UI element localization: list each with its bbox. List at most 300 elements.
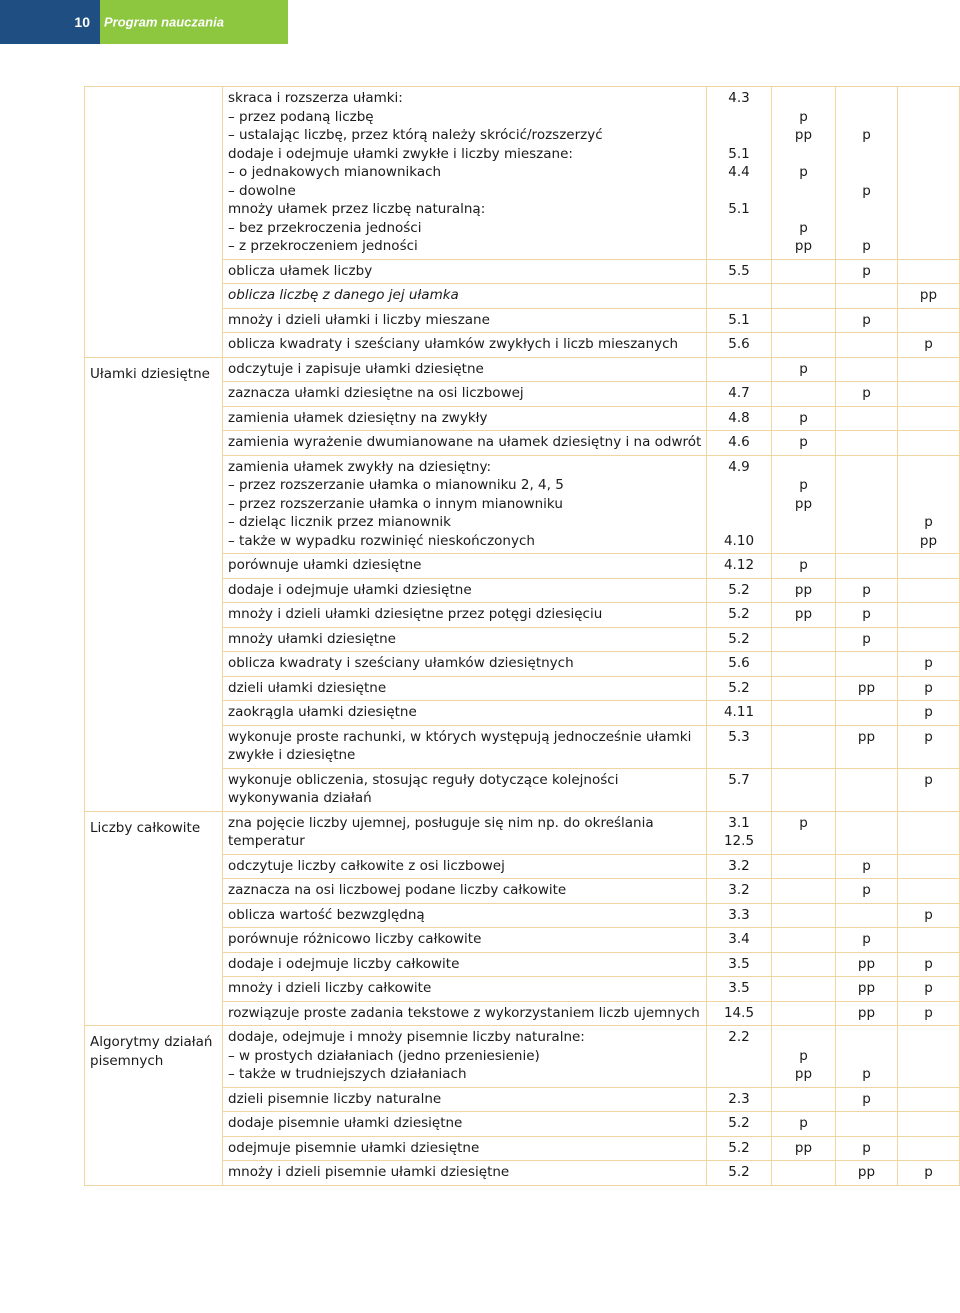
level-1-cell: [772, 87, 836, 260]
level-1-cell: [772, 382, 836, 407]
requirement-cell-line: zna pojęcie liczby ujemnej, posługuje się nim np. do określania temperatur: [228, 814, 654, 849]
level-1-cell: [772, 406, 836, 431]
curriculum-ref-cell: [707, 1161, 772, 1186]
requirement-cell-line: oblicza wartość bezwzględną: [228, 906, 425, 923]
level-1-cell: [772, 977, 836, 1002]
level-3-cell-line: p: [924, 728, 933, 745]
requirement-cell: [223, 1161, 707, 1186]
curriculum-ref-cell: [707, 676, 772, 701]
curriculum-ref-cell-line: [709, 1047, 769, 1066]
curriculum-ref-cell-line: 3.1: [728, 814, 750, 831]
level-1-cell: [772, 903, 836, 928]
requirement-cell: [223, 903, 707, 928]
level-3-cell: [898, 854, 960, 879]
table-row: [85, 357, 960, 382]
level-2-cell: [836, 1087, 898, 1112]
level-1-cell: [772, 879, 836, 904]
curriculum-ref-cell-line: 14.5: [723, 1004, 755, 1021]
level-2-cell-line: pp: [857, 980, 876, 996]
level-2-cell-line: p: [862, 238, 871, 254]
requirement-cell-line: – przez rozszerzanie ułamka o mianowniku 2, 4, 5: [228, 477, 564, 493]
level-2-cell: [836, 768, 898, 811]
level-2-cell: [836, 333, 898, 358]
level-3-cell: [898, 382, 960, 407]
requirement-cell-line: odczytuje i zapisuje ułamki dziesiętne: [228, 360, 484, 377]
requirement-cell-line: odejmuje pisemnie ułamki dziesiętne: [228, 1139, 480, 1156]
level-3-cell-line: [900, 605, 957, 624]
curriculum-ref-cell: [707, 952, 772, 977]
level-3-cell: [898, 1087, 960, 1112]
requirement-cell-line: – bez przekroczenia jedności: [228, 219, 422, 236]
curriculum-ref-cell: [707, 603, 772, 628]
requirement-cell-line: mnoży i dzieli ułamki i liczby mieszane: [228, 311, 490, 328]
requirement-cell-line: oblicza kwadraty i sześciany ułamków dziesiętnych: [228, 655, 574, 671]
level-2-cell-line: p: [862, 1090, 871, 1107]
table-row: [85, 1026, 960, 1088]
level-1-cell-line: p: [799, 434, 808, 450]
level-3-cell-line: [900, 881, 957, 900]
level-3-cell: [898, 87, 960, 260]
level-2-cell: [836, 1136, 898, 1161]
level-1-cell-line: [774, 200, 833, 219]
curriculum-ref-cell-line: 3.3: [728, 906, 750, 923]
curriculum-ref-cell-line: 5.3: [728, 728, 750, 745]
level-2-cell: [836, 627, 898, 652]
level-1-cell-line: pp: [794, 1139, 813, 1156]
requirement-cell-line: skraca i rozszerza ułamki:: [228, 90, 403, 106]
level-3-cell: [898, 284, 960, 309]
requirement-cell: [223, 259, 707, 284]
level-2-cell-line: p: [862, 1066, 871, 1082]
requirement-cell: [223, 455, 707, 554]
level-3-cell-line: pp: [919, 532, 938, 549]
requirement-cell: [223, 87, 707, 260]
level-3-cell-line: p: [924, 771, 933, 788]
level-1-cell-line: [774, 145, 833, 164]
topic-cell: [85, 87, 223, 358]
requirement-cell: [223, 406, 707, 431]
level-1-cell-line: [774, 532, 833, 551]
curriculum-ref-cell-line: 5.2: [728, 630, 750, 647]
requirement-cell-line: rozwiązuje proste zadania tekstowe z wykorzystaniem liczb ujemnych: [228, 1004, 700, 1021]
requirement-cell-line: dodaje pisemnie ułamki dziesiętne: [228, 1115, 463, 1131]
curriculum-ref-cell-line: [709, 237, 769, 256]
curriculum-ref-cell: [707, 382, 772, 407]
requirement-cell: [223, 1112, 707, 1137]
curriculum-ref-cell-line: 4.9: [728, 458, 750, 475]
level-2-cell-line: p: [862, 385, 871, 401]
level-3-cell: [898, 627, 960, 652]
requirement-cell-line: dodaje i odejmuje ułamki dziesiętne: [228, 581, 472, 598]
level-2-cell-line: [838, 556, 895, 575]
curriculum-ref-cell: [707, 431, 772, 456]
level-1-cell: [772, 627, 836, 652]
level-1-cell-line: [774, 458, 833, 477]
level-2-cell-line: [838, 1047, 895, 1066]
requirement-cell-line: – w prostych działaniach (jedno przeniesienie): [228, 1047, 540, 1064]
level-2-cell-line: [838, 458, 895, 477]
level-2-cell: [836, 652, 898, 677]
level-2-cell: [836, 87, 898, 260]
curriculum-ref-cell: [707, 928, 772, 953]
curriculum-ref-cell-line: 3.5: [728, 955, 750, 972]
level-2-cell-line: [838, 108, 895, 127]
level-1-cell-line: [774, 1090, 833, 1109]
level-2-cell: [836, 431, 898, 456]
level-2-cell-line: p: [862, 127, 871, 143]
requirement-cell-line: dzieli pisemnie liczby naturalne: [228, 1090, 442, 1107]
requirement-cell-line: – także w trudniejszych działaniach: [228, 1066, 467, 1082]
curriculum-ref-cell: [707, 768, 772, 811]
requirement-cell-line: zaznacza na osi liczbowej podane liczby całkowite: [228, 882, 567, 898]
level-3-cell-line: [900, 495, 957, 514]
level-1-cell-line: [774, 728, 833, 747]
curriculum-ref-cell: [707, 977, 772, 1002]
curriculum-ref-cell: [707, 308, 772, 333]
level-2-cell-line: [838, 1028, 895, 1047]
requirement-cell-line: wykonuje obliczenia, stosując reguły dotyczące kolejności wykonywania działań: [228, 771, 619, 806]
level-1-cell-line: p: [799, 360, 808, 377]
level-1-cell: [772, 431, 836, 456]
level-2-cell-line: p: [862, 581, 871, 598]
level-3-cell-line: [900, 1139, 957, 1158]
level-3-cell: [898, 811, 960, 854]
curriculum-ref-cell: [707, 1026, 772, 1088]
level-3-cell-line: p: [924, 980, 933, 996]
level-1-cell-line: [774, 930, 833, 949]
level-3-cell-line: [900, 581, 957, 600]
level-1-cell-line: [774, 384, 833, 403]
level-2-cell: [836, 1161, 898, 1186]
level-2-cell-line: [838, 703, 895, 722]
requirement-cell: [223, 627, 707, 652]
level-3-cell: [898, 554, 960, 579]
level-2-cell-line: [838, 89, 895, 108]
level-1-cell-line: [774, 654, 833, 673]
level-3-cell-line: p: [924, 655, 933, 671]
level-1-cell-line: pp: [794, 581, 813, 598]
requirement-cell-line: oblicza liczbę z danego jej ułamka: [228, 287, 459, 303]
requirement-cell: [223, 676, 707, 701]
curriculum-ref-cell-line: [709, 126, 769, 145]
level-1-cell: [772, 1112, 836, 1137]
curriculum-ref-cell-line: 5.2: [728, 606, 750, 622]
curriculum-ref-cell: [707, 284, 772, 309]
curriculum-ref-cell-line: 4.10: [723, 532, 755, 549]
curriculum-ref-cell-line: 5.2: [728, 581, 750, 598]
level-3-cell: [898, 357, 960, 382]
level-3-cell-line: [900, 476, 957, 495]
level-3-cell: [898, 1026, 960, 1088]
curriculum-ref-cell-line: 4.4: [728, 164, 750, 180]
level-1-cell: [772, 1161, 836, 1186]
level-1-cell: [772, 308, 836, 333]
curriculum-ref-cell-line: [709, 360, 769, 379]
section-title: Program nauczania: [104, 14, 224, 30]
level-2-cell-line: [838, 771, 895, 790]
level-1-cell-line: [774, 1028, 833, 1047]
level-3-cell: [898, 701, 960, 726]
level-1-cell-line: [774, 979, 833, 998]
level-1-cell-line: p: [799, 814, 808, 831]
level-1-cell: [772, 676, 836, 701]
level-3-cell-line: [900, 930, 957, 949]
level-3-cell-line: [900, 630, 957, 649]
level-1-cell: [772, 284, 836, 309]
level-1-cell-line: p: [799, 108, 808, 125]
requirement-cell: [223, 333, 707, 358]
curriculum-ref-cell: [707, 578, 772, 603]
level-3-cell: [898, 903, 960, 928]
level-3-cell: [898, 676, 960, 701]
requirement-cell-line: mnoży ułamek przez liczbę naturalną:: [228, 201, 486, 217]
level-1-cell-line: [774, 335, 833, 354]
level-3-cell-line: p: [924, 1004, 933, 1021]
level-2-cell: [836, 554, 898, 579]
curriculum-ref-cell-line: 5.2: [728, 1115, 750, 1131]
requirement-cell: [223, 928, 707, 953]
requirement-cell: [223, 811, 707, 854]
curriculum-ref-cell: [707, 1001, 772, 1026]
level-2-cell: [836, 725, 898, 768]
level-2-cell-line: [838, 335, 895, 354]
level-2-cell-line: [838, 409, 895, 428]
requirement-cell-line: dzieli ułamki dziesiętne: [228, 679, 387, 696]
curriculum-ref-cell-line: [709, 495, 769, 514]
level-1-cell-line: [774, 771, 833, 790]
topic-cell: Ułamki dziesiętne: [85, 357, 223, 811]
level-1-cell-line: [774, 89, 833, 108]
level-2-cell-line: pp: [857, 1164, 876, 1180]
requirement-cell: [223, 1136, 707, 1161]
level-3-cell: [898, 1136, 960, 1161]
level-3-cell: [898, 259, 960, 284]
level-3-cell: [898, 952, 960, 977]
topic-cell: Algorytmy działań pisemnych: [85, 1026, 223, 1186]
requirement-cell: [223, 952, 707, 977]
level-2-cell: [836, 701, 898, 726]
requirement-cell-line: – także w wypadku rozwinięć nieskończonych: [228, 532, 535, 549]
curriculum-ref-cell-line: 4.3: [728, 90, 750, 106]
curriculum-ref-cell-line: 3.5: [728, 980, 750, 996]
level-2-cell: [836, 977, 898, 1002]
level-1-cell-line: p: [799, 477, 808, 493]
level-1-cell-line: pp: [794, 1066, 813, 1082]
level-1-cell: [772, 357, 836, 382]
requirement-cell-line: mnoży i dzieli liczby całkowite: [228, 980, 432, 996]
curriculum-ref-cell-line: 5.2: [728, 679, 750, 696]
level-2-cell-line: [838, 286, 895, 305]
level-1-cell-line: [774, 182, 833, 201]
requirement-cell: [223, 431, 707, 456]
level-3-cell: [898, 652, 960, 677]
requirement-cell-line: – ustalając liczbę, przez którą należy skrócić/rozszerzyć: [228, 127, 603, 143]
curriculum-ref-cell-line: 5.2: [728, 1164, 750, 1180]
level-2-cell-line: [838, 814, 895, 833]
curriculum-ref-cell: [707, 554, 772, 579]
level-2-cell: [836, 1026, 898, 1088]
requirement-cell-line: dodaje i odejmuje ułamki zwykłe i liczby mieszane:: [228, 145, 573, 162]
level-1-cell-line: pp: [794, 238, 813, 254]
level-3-cell: [898, 725, 960, 768]
level-1-cell-line: [774, 881, 833, 900]
level-2-cell: [836, 455, 898, 554]
curriculum-ref-cell-line: [709, 1065, 769, 1084]
level-1-cell-line: p: [799, 409, 808, 426]
level-3-cell-line: [900, 1090, 957, 1109]
curriculum-ref-cell-line: 5.1: [728, 145, 750, 162]
level-2-cell-line: p: [862, 882, 871, 898]
level-3-cell-line: p: [924, 955, 933, 972]
page-number: 10: [74, 14, 90, 30]
level-1-cell-line: [774, 955, 833, 974]
curriculum-ref-cell-line: [709, 476, 769, 495]
level-2-cell-line: pp: [857, 1004, 876, 1021]
level-2-cell: [836, 676, 898, 701]
level-2-cell: [836, 879, 898, 904]
curriculum-ref-cell-line: 3.2: [728, 882, 750, 898]
level-3-cell-line: p: [924, 514, 933, 530]
curriculum-ref-cell: [707, 701, 772, 726]
level-1-cell-line: [774, 906, 833, 925]
curriculum-ref-cell-line: 4.11: [723, 704, 755, 720]
curriculum-ref-cell: [707, 455, 772, 554]
level-2-cell-line: p: [862, 630, 871, 647]
level-3-cell: [898, 977, 960, 1002]
level-2-cell: [836, 1001, 898, 1026]
level-2-cell-line: pp: [857, 728, 876, 745]
level-2-cell-line: p: [862, 857, 871, 874]
level-3-cell: [898, 928, 960, 953]
requirement-cell: [223, 977, 707, 1002]
curriculum-ref-cell: [707, 725, 772, 768]
requirement-cell-line: oblicza ułamek liczby: [228, 262, 373, 279]
page-number-box: [0, 0, 100, 44]
level-3-cell-line: [900, 409, 957, 428]
level-3-cell-line: [900, 262, 957, 281]
level-1-cell: [772, 578, 836, 603]
topic-cell: Liczby całkowite: [85, 811, 223, 1026]
requirement-cell-line: dodaje i odejmuje liczby całkowite: [228, 955, 460, 972]
level-2-cell: [836, 603, 898, 628]
table-row: [85, 87, 960, 260]
level-2-cell-line: [838, 906, 895, 925]
level-1-cell: [772, 928, 836, 953]
requirement-cell: [223, 603, 707, 628]
curriculum-ref-cell: [707, 259, 772, 284]
curriculum-ref-cell: [707, 903, 772, 928]
level-1-cell-line: p: [799, 1047, 808, 1064]
level-2-cell: [836, 928, 898, 953]
curriculum-ref-cell-line: 2.3: [728, 1090, 750, 1107]
requirement-cell: [223, 578, 707, 603]
requirements-table-body: [85, 87, 960, 1186]
level-2-cell-line: [838, 433, 895, 452]
section-title-box: [100, 0, 288, 44]
level-3-cell: [898, 431, 960, 456]
curriculum-ref-cell-line: 4.8: [728, 409, 750, 426]
level-1-cell-line: [774, 857, 833, 876]
level-3-cell-line: [900, 1028, 957, 1047]
requirement-cell: [223, 854, 707, 879]
level-2-cell-line: [838, 200, 895, 219]
level-3-cell: [898, 1161, 960, 1186]
level-1-cell: [772, 652, 836, 677]
requirement-cell: [223, 1087, 707, 1112]
level-3-cell: [898, 308, 960, 333]
requirement-cell-line: mnoży ułamki dziesiętne: [228, 630, 396, 647]
curriculum-ref-cell: [707, 87, 772, 260]
level-2-cell: [836, 811, 898, 854]
level-3-cell-line: [900, 89, 957, 108]
level-1-cell: [772, 1001, 836, 1026]
level-1-cell-line: p: [799, 1115, 808, 1131]
level-1-cell-line: [774, 1004, 833, 1023]
level-3-cell: [898, 1001, 960, 1026]
level-2-cell-line: pp: [857, 955, 876, 972]
curriculum-ref-cell: [707, 357, 772, 382]
level-2-cell-line: [838, 219, 895, 238]
curriculum-ref-cell-line: 5.6: [728, 336, 750, 352]
curriculum-ref-cell-line: [709, 182, 769, 201]
level-3-cell-line: [900, 311, 957, 330]
curriculum-ref-cell: [707, 1136, 772, 1161]
level-1-cell: [772, 603, 836, 628]
requirement-cell-line: wykonuje proste rachunki, w których występują jednocześnie ułamki zwykłe i dziesiętne: [228, 728, 692, 763]
curriculum-ref-cell-line: 2.2: [728, 1029, 750, 1045]
requirement-cell-line: porównuje ułamki dziesiętne: [228, 557, 422, 573]
requirement-cell-line: zaznacza ułamki dziesiętne na osi liczbowej: [228, 385, 524, 401]
level-1-cell: [772, 1136, 836, 1161]
curriculum-ref-cell-line: 4.6: [728, 434, 750, 450]
requirement-cell: [223, 768, 707, 811]
curriculum-ref-cell: [707, 627, 772, 652]
level-1-cell: [772, 1087, 836, 1112]
level-2-cell-line: p: [862, 1139, 871, 1156]
level-1-cell-line: p: [799, 557, 808, 573]
level-1-cell-line: [774, 630, 833, 649]
level-1-cell-line: pp: [794, 127, 813, 143]
level-2-cell-line: p: [862, 606, 871, 622]
level-3-cell: [898, 578, 960, 603]
requirement-cell-line: zamienia ułamek zwykły na dziesiętny:: [228, 458, 492, 475]
level-1-cell: [772, 333, 836, 358]
level-1-cell: [772, 554, 836, 579]
level-2-cell-line: pp: [857, 679, 876, 696]
level-1-cell: [772, 701, 836, 726]
level-1-cell-line: [774, 703, 833, 722]
curriculum-ref-cell: [707, 1112, 772, 1137]
level-2-cell: [836, 854, 898, 879]
curriculum-ref-cell: [707, 333, 772, 358]
level-2-cell-line: p: [862, 182, 871, 199]
requirement-cell-line: zamienia wyrażenie dwumianowane na ułamek dziesiętny i na odwrót: [228, 434, 702, 450]
curriculum-ref-cell-line: 12.5: [723, 833, 755, 849]
requirement-cell-line: odczytuje liczby całkowite z osi liczbowej: [228, 857, 505, 874]
level-1-cell: [772, 1026, 836, 1088]
level-1-cell-line: pp: [794, 606, 813, 622]
level-2-cell-line: p: [862, 262, 871, 279]
level-2-cell-line: [838, 145, 895, 164]
level-2-cell: [836, 308, 898, 333]
level-3-cell-line: p: [924, 1164, 933, 1180]
level-3-cell-line: p: [924, 336, 933, 352]
requirement-cell: [223, 382, 707, 407]
curriculum-ref-cell-line: 5.1: [728, 311, 750, 328]
curriculum-ref-cell-line: 5.5: [728, 262, 750, 279]
requirement-cell-line: zamienia ułamek dziesiętny na zwykły: [228, 409, 488, 426]
curriculum-ref-cell-line: [709, 219, 769, 238]
